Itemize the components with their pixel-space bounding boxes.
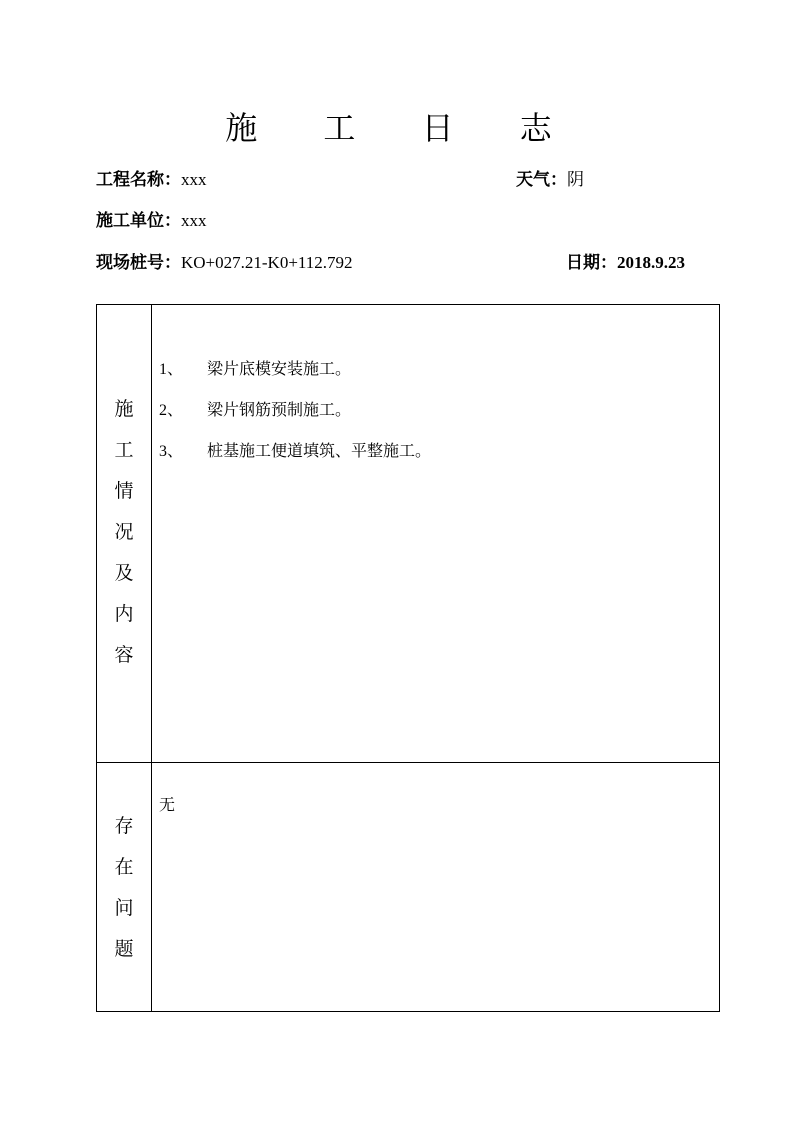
work-label-char: 容 [114,644,134,666]
site-station-value: KO+027.21-K0+112.792 [181,253,353,272]
item-text: 梁片钢筋预制施工。 [207,400,352,419]
project-name-label: 工程名称： [96,170,181,190]
site-station-label: 现场桩号： [96,253,181,273]
project-name-field [96,168,207,192]
construction-unit-label: 施工单位： [96,211,181,231]
item-text: 桩基施工便道填筑、平整施工。 [207,441,432,460]
work-section-label [97,389,151,676]
list-item [159,430,431,471]
issues-label-char: 问 [114,897,134,919]
item-text: 梁片底模安装施工。 [207,359,352,378]
issues-label-char: 题 [114,938,134,960]
work-label-char: 内 [114,603,134,625]
log-table [96,304,720,1012]
work-items-list [159,348,431,471]
weather-field [516,168,584,192]
project-name-value: xxx [181,170,207,189]
date-value: 2018.9.23 [617,253,685,272]
work-label-char: 况 [114,521,134,543]
work-label-char: 情 [114,480,134,502]
issues-label-char: 在 [114,856,134,878]
list-item [159,348,431,389]
table-column-divider [151,305,152,1011]
date-field [566,251,685,275]
construction-unit-value: xxx [181,211,207,230]
work-label-char: 工 [114,439,134,461]
list-item [159,389,431,430]
item-number: 3、 [159,443,184,460]
weather-value: 阴 [567,170,584,190]
work-label-char: 施 [114,398,134,420]
item-number: 2、 [159,402,184,419]
work-label-char: 及 [114,562,134,584]
site-station-field [96,251,353,275]
weather-label: 天气： [516,170,567,190]
item-number: 1、 [159,361,184,378]
date-label: 日期： [566,253,617,273]
construction-unit-field [96,209,207,233]
issues-content: 无 [159,795,176,814]
issues-section-label [97,806,151,970]
issues-label-char: 存 [114,815,134,837]
table-row-divider [97,762,719,763]
page-title: 施 工 日 志 [225,109,580,147]
